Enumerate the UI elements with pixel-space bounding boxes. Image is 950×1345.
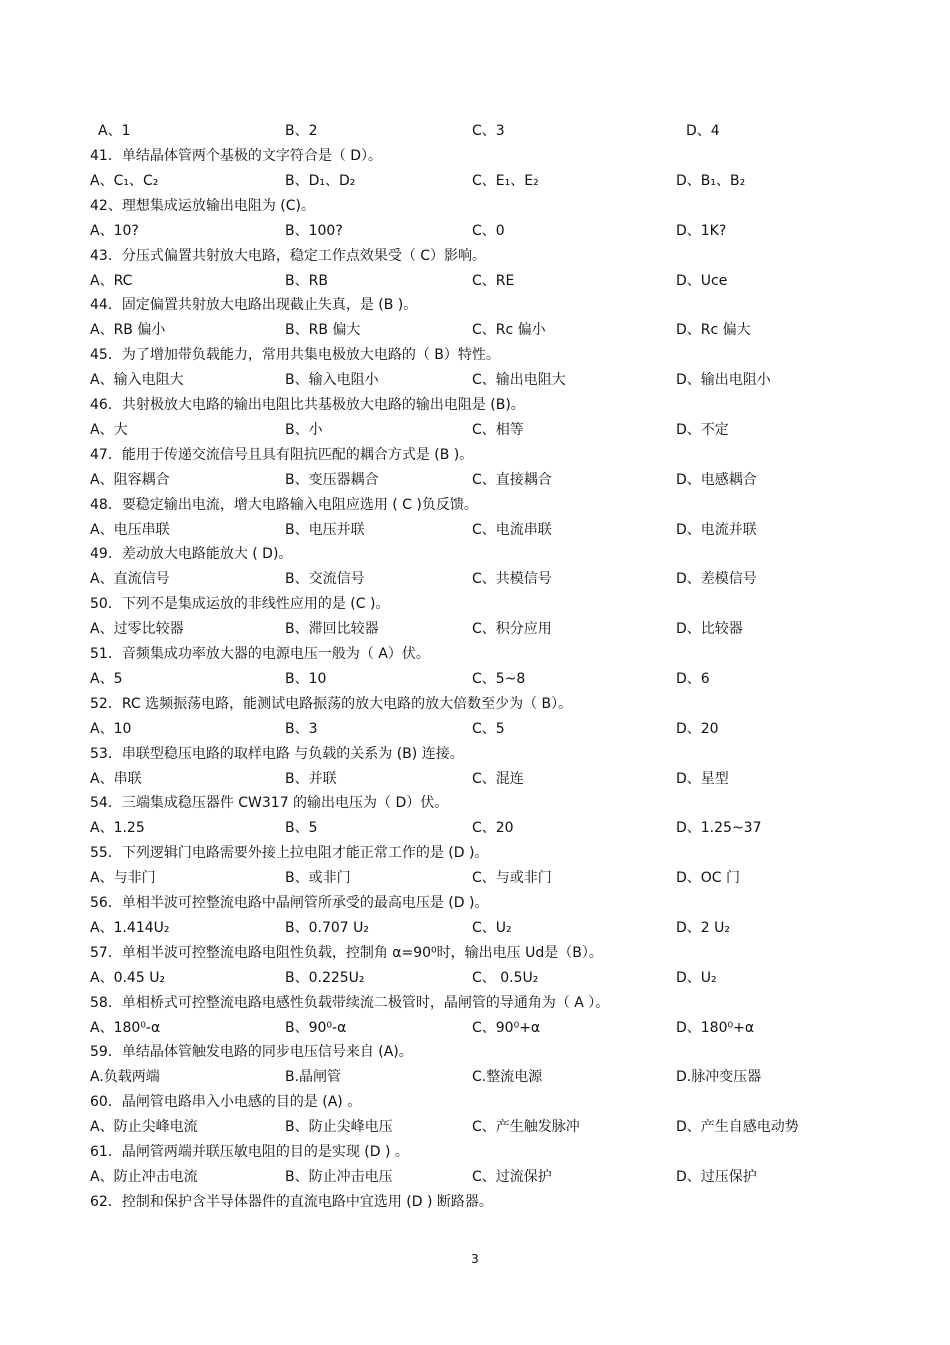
question-row <box>0 146 950 166</box>
option-a: A、电压串联 <box>90 522 170 538</box>
question-text: 48．要稳定输出电流，增大电路输入电阻应选用 ( C )负反馈。 <box>90 497 478 513</box>
question-text: 61．晶闸管两端并联压敏电阻的目的是实现 (D ) 。 <box>90 1144 409 1160</box>
option-row <box>0 669 950 689</box>
question-row <box>0 694 950 714</box>
question-row <box>0 295 950 315</box>
option-b: B、10 <box>285 671 327 687</box>
question-text: 54．三端集成稳压器件 CW317 的输出电压为（ D）伏。 <box>90 795 449 811</box>
question-text: 53．串联型稳压电路的取样电路 与负载的关系为 (B) 连接。 <box>90 746 464 762</box>
option-c: C、5~8 <box>472 671 526 687</box>
question-row <box>0 196 950 216</box>
option-b: B.晶闸管 <box>285 1069 342 1085</box>
option-a: A、5 <box>90 671 123 687</box>
question-text: 50．下列不是集成运放的非线性应用的是 (C )。 <box>90 596 390 612</box>
option-a: A、直流信号 <box>90 571 170 587</box>
option-c: C、电流串联 <box>472 522 552 538</box>
question-text: 62．控制和保护含半导体器件的直流电路中宜选用 (D ) 断路器。 <box>90 1194 493 1210</box>
option-d: D、U₂ <box>676 970 717 986</box>
question-row <box>0 395 950 415</box>
option-a: A、过零比较器 <box>90 621 184 637</box>
option-row <box>0 470 950 490</box>
option-b: B、0.225U₂ <box>285 970 365 986</box>
question-text: 60．晶闸管电路串入小电感的目的是 (A) 。 <box>90 1094 362 1110</box>
option-b: B、RB 偏大 <box>285 322 361 338</box>
question-row <box>0 843 950 863</box>
option-a: A、RC <box>90 273 133 289</box>
option-d: D、产生自感电动势 <box>676 1119 799 1135</box>
option-b: B、0.707 U₂ <box>285 920 369 936</box>
option-b: B、5 <box>285 820 318 836</box>
option-c: C、U₂ <box>472 920 512 936</box>
option-a: A、防止冲击电流 <box>90 1169 198 1185</box>
option-c: C、产生触发脉冲 <box>472 1119 580 1135</box>
question-text: 51．音频集成功率放大器的电源电压一般为（ A）伏。 <box>90 646 430 662</box>
question-text: 42、理想集成运放输出电阻为 (C)。 <box>90 198 315 214</box>
option-d: D、180⁰+α <box>676 1020 755 1036</box>
option-a: A、1.25 <box>90 820 145 836</box>
question-text: 47．能用于传递交流信号且具有阻抗匹配的耦合方式是 (B )。 <box>90 447 474 463</box>
question-row <box>0 544 950 564</box>
option-a: A、0.45 U₂ <box>90 970 166 986</box>
option-b: B、RB <box>285 273 328 289</box>
option-row <box>0 1018 950 1038</box>
option-a: A、大 <box>90 422 128 438</box>
option-b: B、2 <box>285 123 318 139</box>
question-text: 43．分压式偏置共射放大电路，稳定工作点效果受（ C）影响。 <box>90 248 487 264</box>
question-row <box>0 943 950 963</box>
question-row <box>0 594 950 614</box>
question-row <box>0 246 950 266</box>
question-text: 45．为了增加带负载能力，常用共集电极放大电路的（ B）特性。 <box>90 347 500 363</box>
option-d: D、不定 <box>676 422 729 438</box>
option-b: B、D₁、D₂ <box>285 173 356 189</box>
option-c: C、积分应用 <box>472 621 552 637</box>
option-row <box>0 569 950 589</box>
option-c: C、20 <box>472 820 514 836</box>
option-c: C、与或非门 <box>472 870 552 886</box>
question-text: 58．单相桥式可控整流电路电感性负载带续流二极管时，晶闸管的导通角为（ A ）。 <box>90 995 610 1011</box>
option-d: D、差模信号 <box>676 571 757 587</box>
option-d: D、20 <box>676 721 719 737</box>
option-row <box>0 171 950 191</box>
option-d: D、输出电阻小 <box>676 372 771 388</box>
option-b: B、防止尖峰电压 <box>285 1119 393 1135</box>
option-row <box>0 868 950 888</box>
question-text: 41．单结晶体管两个基极的文字符合是（ D）。 <box>90 148 383 164</box>
option-c: C、直接耦合 <box>472 472 552 488</box>
question-row <box>0 495 950 515</box>
question-text: 49．差动放大电路能放大 ( D)。 <box>90 546 293 562</box>
option-b: B、或非门 <box>285 870 351 886</box>
option-c: C、0 <box>472 223 505 239</box>
option-d: D、OC 门 <box>676 870 741 886</box>
option-d: D、星型 <box>676 771 729 787</box>
option-a: A、C₁、C₂ <box>90 173 159 189</box>
option-row-top <box>0 121 950 141</box>
option-d: D、1K? <box>676 223 727 239</box>
question-text: 46．共射极放大电路的输出电阻比共基极放大电路的输出电阻是 (B)。 <box>90 397 525 413</box>
option-c: C、相等 <box>472 422 524 438</box>
option-row <box>0 320 950 340</box>
option-row <box>0 370 950 390</box>
question-row <box>0 893 950 913</box>
option-d: D、1.25~37 <box>676 820 762 836</box>
question-row <box>0 445 950 465</box>
question-text: 55．下列逻辑门电路需要外接上拉电阻才能正常工作的是 (D )。 <box>90 845 489 861</box>
option-a: A、串联 <box>90 771 142 787</box>
option-a: A、RB 偏小 <box>90 322 166 338</box>
option-b: B、防止冲击电压 <box>285 1169 393 1185</box>
option-a: A、10? <box>90 223 139 239</box>
option-d: D、比较器 <box>676 621 743 637</box>
option-row <box>0 719 950 739</box>
option-d: D、2 U₂ <box>676 920 730 936</box>
option-a: A、1.414U₂ <box>90 920 170 936</box>
option-row <box>0 1067 950 1087</box>
option-row <box>0 968 950 988</box>
option-row <box>0 818 950 838</box>
option-a: A、1 <box>98 123 131 139</box>
question-row <box>0 1092 950 1112</box>
question-row <box>0 1142 950 1162</box>
option-b: B、90⁰-α <box>285 1020 347 1036</box>
option-d: D、Uce <box>676 273 728 289</box>
option-c: C、混连 <box>472 771 524 787</box>
option-a: A、10 <box>90 721 132 737</box>
question-text: 59．单结晶体管触发电路的同步电压信号来自 (A)。 <box>90 1044 413 1060</box>
question-text: 52．RC 选频振荡电路，能测试电路振荡的放大电路的放大倍数至少为（ B）。 <box>90 696 573 712</box>
option-d: D、6 <box>676 671 710 687</box>
option-b: B、交流信号 <box>285 571 365 587</box>
question-row <box>0 993 950 1013</box>
option-a: A、输入电阻大 <box>90 372 184 388</box>
option-c: C、输出电阻大 <box>472 372 566 388</box>
option-c: C、E₁、E₂ <box>472 173 539 189</box>
option-c: C、3 <box>472 123 505 139</box>
option-d: D.脉冲变压器 <box>676 1069 762 1085</box>
option-d: D、电感耦合 <box>676 472 757 488</box>
option-b: B、滞回比较器 <box>285 621 379 637</box>
option-d: D、4 <box>686 123 720 139</box>
option-d: D、电流并联 <box>676 522 757 538</box>
question-row <box>0 345 950 365</box>
option-row <box>0 918 950 938</box>
option-d: D、Rc 偏大 <box>676 322 751 338</box>
option-a: A、防止尖峰电流 <box>90 1119 198 1135</box>
option-c: C、共模信号 <box>472 571 552 587</box>
option-row <box>0 1167 950 1187</box>
question-text: 56．单相半波可控整流电路中晶闸管所承受的最高电压是 (D )。 <box>90 895 489 911</box>
option-b: B、100? <box>285 223 343 239</box>
question-row <box>0 744 950 764</box>
option-d: D、B₁、B₂ <box>676 173 746 189</box>
option-row <box>0 1117 950 1137</box>
option-row <box>0 769 950 789</box>
question-row <box>0 1192 950 1212</box>
question-row <box>0 1042 950 1062</box>
option-c: C、90⁰+α <box>472 1020 541 1036</box>
option-c: C、5 <box>472 721 505 737</box>
option-b: B、3 <box>285 721 318 737</box>
option-c: C、RE <box>472 273 515 289</box>
option-a: A、阻容耦合 <box>90 472 170 488</box>
option-a: A、与非门 <box>90 870 156 886</box>
option-b: B、并联 <box>285 771 337 787</box>
option-c: C、过流保护 <box>472 1169 552 1185</box>
option-a: A、180⁰-α <box>90 1020 161 1036</box>
option-c: C.整流电源 <box>472 1069 543 1085</box>
option-d: D、过压保护 <box>676 1169 757 1185</box>
option-row <box>0 271 950 291</box>
option-b: B、电压并联 <box>285 522 365 538</box>
question-row <box>0 644 950 664</box>
question-text: 57．单相半波可控整流电路电阻性负载，控制角 α=90⁰时，输出电压 Ud是（B）。 <box>90 945 603 961</box>
option-row <box>0 221 950 241</box>
option-row <box>0 420 950 440</box>
question-text: 44．固定偏置共射放大电路出现截止失真，是 (B )。 <box>90 297 418 313</box>
option-row <box>0 520 950 540</box>
question-row <box>0 793 950 813</box>
option-c: C、Rc 偏小 <box>472 322 546 338</box>
option-b: B、变压器耦合 <box>285 472 379 488</box>
page-number: 3 <box>471 1252 479 1266</box>
option-row <box>0 619 950 639</box>
option-b: B、输入电阻小 <box>285 372 379 388</box>
option-c: C、 0.5U₂ <box>472 970 539 986</box>
option-a: A.负载两端 <box>90 1069 160 1085</box>
option-b: B、小 <box>285 422 323 438</box>
